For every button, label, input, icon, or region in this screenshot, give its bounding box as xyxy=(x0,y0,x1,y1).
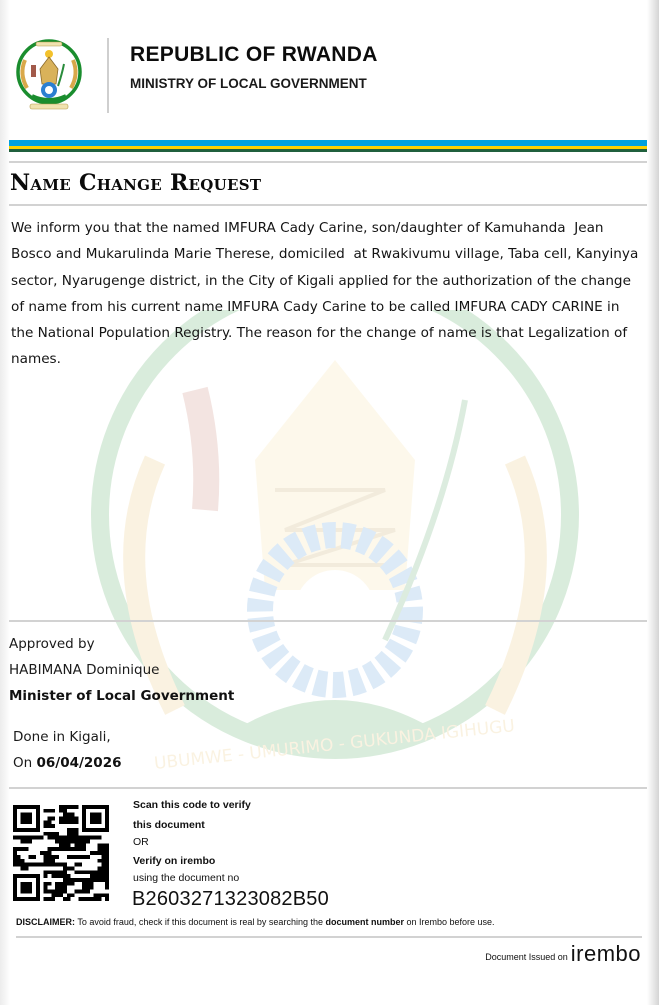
divider-above-title xyxy=(9,161,647,163)
approver-name: HABIMANA Dominique xyxy=(9,662,160,678)
divider-above-verification xyxy=(9,787,647,789)
qr-code-icon[interactable] xyxy=(13,805,109,901)
watermark-coffee-branch xyxy=(385,400,465,640)
issuance-date: 06/04/2026 xyxy=(36,755,122,771)
flag-stripe-green xyxy=(9,149,647,152)
approval-block xyxy=(9,636,234,714)
watermark-sorghum xyxy=(195,390,206,510)
disclaimer xyxy=(16,917,495,927)
divider-above-footer xyxy=(16,936,642,938)
rwanda-coat-of-arms-icon xyxy=(14,38,84,112)
watermark-gear xyxy=(260,535,410,685)
flag-stripe-bar xyxy=(9,140,647,152)
issued-label: Document Issued on xyxy=(485,952,568,962)
document-body: We inform you that the named IMFURA Cady Carine, son/daughter of Kamuhanda Jean Bosco and Mukarulinda Marie Therese, domiciled at Rwakivumu village, Taba cell, Kanyinya sector, Nyarugenge district, in the City of Kigali applied for the authorization of the change of name from his current name IMFURA Cady Carine to be called IMFURA CADY CARINE in the National Population Registry. The reason for the change of name is that Legalization of names. xyxy=(11,220,643,368)
issuance-date-line xyxy=(13,755,122,781)
verify-line-irembo: Verify on irembo xyxy=(133,855,216,867)
document-number: B2603271323082B50 xyxy=(132,888,329,910)
verify-line-scan: Scan this code to verify xyxy=(133,799,251,811)
disclaimer-highlight: document number xyxy=(325,917,404,927)
irembo-logo: irembo xyxy=(570,941,641,966)
watermark-knot xyxy=(235,700,435,755)
approver-position: Minister of Local Government xyxy=(9,688,235,704)
page-scrollbar[interactable] xyxy=(647,0,659,1005)
verify-line-document: this document xyxy=(133,819,205,831)
watermark-basket-pattern xyxy=(275,490,395,565)
issuance-block xyxy=(13,729,122,781)
header-divider xyxy=(107,38,109,113)
issuance-place: Done in Kigali, xyxy=(13,729,111,745)
watermark-emblem xyxy=(85,310,585,790)
divider-below-title xyxy=(9,204,647,206)
divider-above-approval xyxy=(9,620,647,622)
verify-line-using: using the document no xyxy=(133,872,240,884)
watermark-gear-inner xyxy=(295,570,375,650)
issued-on-irembo xyxy=(485,941,641,966)
approved-by-label: Approved by xyxy=(9,636,95,652)
ministry-name: MINISTRY OF LOCAL GOVERNMENT xyxy=(130,76,367,91)
document-header xyxy=(0,0,659,130)
watermark-basket xyxy=(255,360,415,590)
document-title: Name Change Request xyxy=(10,170,262,196)
watermark-bottom-motto: UBUMWE - UMURIMO - GUKUNDA IGIHUGU xyxy=(153,716,516,774)
verify-line-or: OR xyxy=(133,836,149,848)
watermark-right-tusk xyxy=(495,460,536,710)
issuance-date-prefix: On xyxy=(13,755,37,771)
disclaimer-text-before: To avoid fraud, check if this document is real by searching the xyxy=(75,917,326,927)
country-name: REPUBLIC OF RWANDA xyxy=(130,43,378,66)
disclaimer-text-after: on Irembo before use. xyxy=(403,917,495,927)
disclaimer-label: DISCLAIMER: xyxy=(16,917,75,927)
